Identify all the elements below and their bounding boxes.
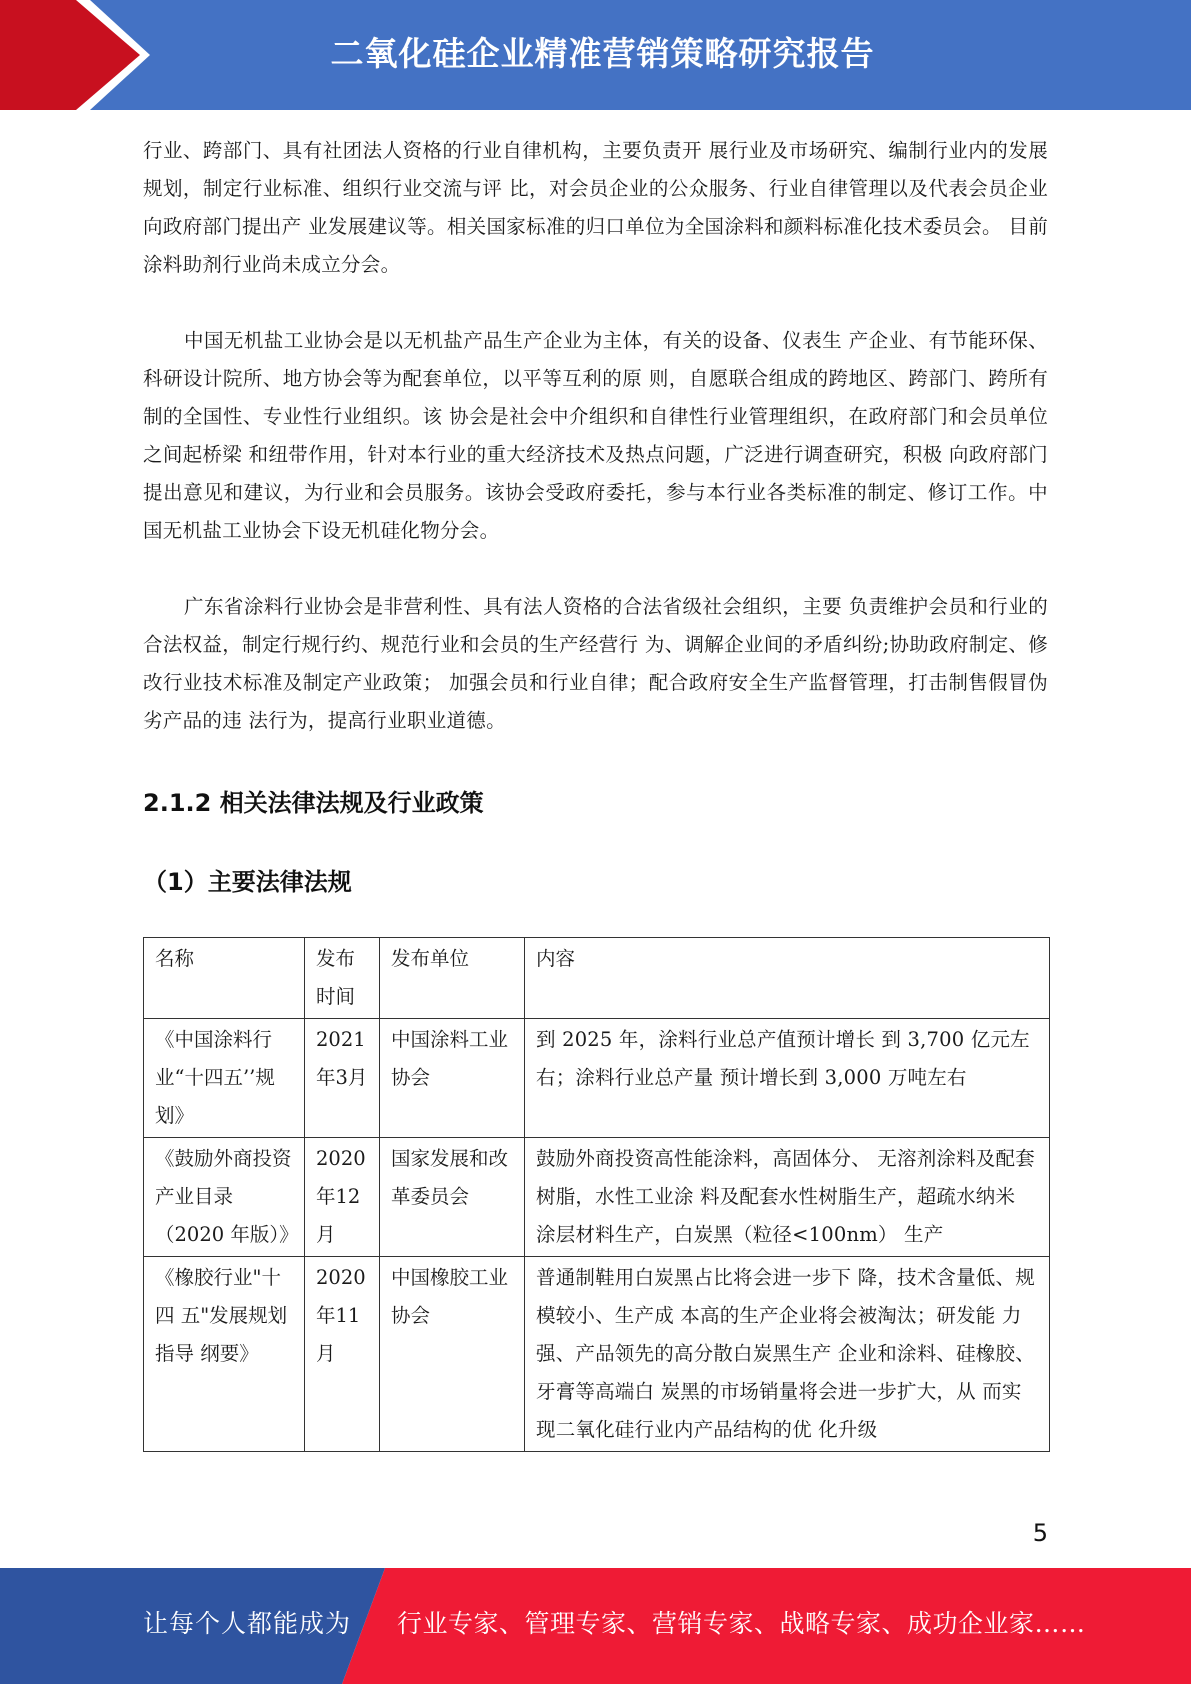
cell-name: 《中国涂料行业“十四五’’规划》 [144, 1019, 305, 1138]
cell-publisher: 国家发展和改 革委员会 [380, 1138, 525, 1257]
cell-publisher: 中国涂料工业 协会 [380, 1019, 525, 1138]
cell-name: 《鼓励外商投资 产业目录（2020 年版）》 [144, 1138, 305, 1257]
page-header [0, 0, 1191, 110]
page-footer [0, 1568, 1191, 1684]
footer-slogan-left: 让每个人都能成为 [143, 1609, 352, 1638]
section-heading: 2.1.2 相关法律法规及行业政策 [143, 789, 484, 817]
laws-table [143, 937, 1050, 1452]
header-date: 发布时间 [305, 938, 380, 1019]
cell-publisher: 中国橡胶工业 协会 [380, 1257, 525, 1452]
cell-content: 到 2025 年，涂料行业总产值预计增长 到 3,700 亿元左右；涂料行业总产量 预计增长到 3,000 万吨左右 [525, 1019, 1050, 1138]
table-header-row [144, 938, 1050, 1019]
page-number: 5 [1032, 1519, 1048, 1547]
cell-name: 《橡胶行业"十四 五"发展规划指导 纲要》 [144, 1257, 305, 1452]
cell-content: 普通制鞋用白炭黑占比将会进一步下 降，技术含量低、规模较小、生产成 本高的生产企业将会被淘汰；研发能 力强、产品领先的高分散白炭黑生产 企业和涂料、硅橡胶、牙膏等高端白 炭黑的市场销量将会进一步扩大，从 而实现二氧化硅行业内产品结构的优 化升级 [525, 1257, 1050, 1452]
paragraph-association-intro: 行业、跨部门、具有社团法人资格的行业自律机构，主要负责开 展行业及市场研究、编制行业内的发展规划，制定行业标准、组织行业交流与评 比，对会员企业的公众服务、行业自律管理以及代表会员企业向政府部门提出产 业发展建议等。相关国家标准的归口单位为全国涂料和颜料标准化技术委员会。 目前涂料助剂行业尚未成立分会。 [143, 139, 1048, 276]
subsection-heading: （1）主要法律法规 [143, 868, 352, 896]
document-title: 二氧化硅企业精准营销策略研究报告 [330, 34, 875, 73]
header-content: 内容 [525, 938, 1050, 1019]
paragraph-inorganic-salt-association: 中国无机盐工业协会是以无机盐产品生产企业为主体，有关的设备、仪表生 产企业、有节能环保、科研设计院所、地方协会等为配套单位，以平等互利的原 则，自愿联合组成的跨地区、跨部门、跨所有制的全国性、专业性行业组织。该 协会是社会中介组织和自律性行业管理组织，在政府部门和会员单位之间起桥梁 和纽带作用，针对本行业的重大经济技术及热点问题，广泛进行调查研究，积极 向政府部门提出意见和建议，为行业和会员服务。该协会受政府委托，参与本行业各类标准的制定、修订工作。中国无机盐工业协会下设无机硅化物分会。 [143, 329, 1048, 542]
cell-date: 2020年12月 [305, 1138, 380, 1257]
paragraph-guangdong-coatings-association: 广东省涂料行业协会是非营利性、具有法人资格的合法省级社会组织，主要 负责维护会员和行业的合法权益，制定行规行约、规范行业和会员的生产经营行 为、调解企业间的矛盾纠纷;协助政府制定、修改行业技术标准及制定产业政策； 加强会员和行业自律；配合政府安全生产监督管理，打击制售假冒伪劣产品的违 法行为，提高行业职业道德。 [143, 595, 1048, 732]
table-row [144, 1019, 1050, 1138]
cell-content: 鼓励外商投资高性能涂料，高固体分、 无溶剂涂料及配套树脂，水性工业涂 料及配套水性树脂生产，超疏水纳米 涂层材料生产，白炭黑（粒径<100nm） 生产 [525, 1138, 1050, 1257]
cell-date: 2021年3月 [305, 1019, 380, 1138]
table-row [144, 1138, 1050, 1257]
main-content [143, 132, 1048, 1452]
table-row [144, 1257, 1050, 1452]
header-publisher: 发布单位 [380, 938, 525, 1019]
header-name: 名称 [144, 938, 305, 1019]
footer-slogan-right: 行业专家、管理专家、营销专家、战略专家、成功企业家…… [397, 1609, 1086, 1638]
cell-date: 2020年11月 [305, 1257, 380, 1452]
